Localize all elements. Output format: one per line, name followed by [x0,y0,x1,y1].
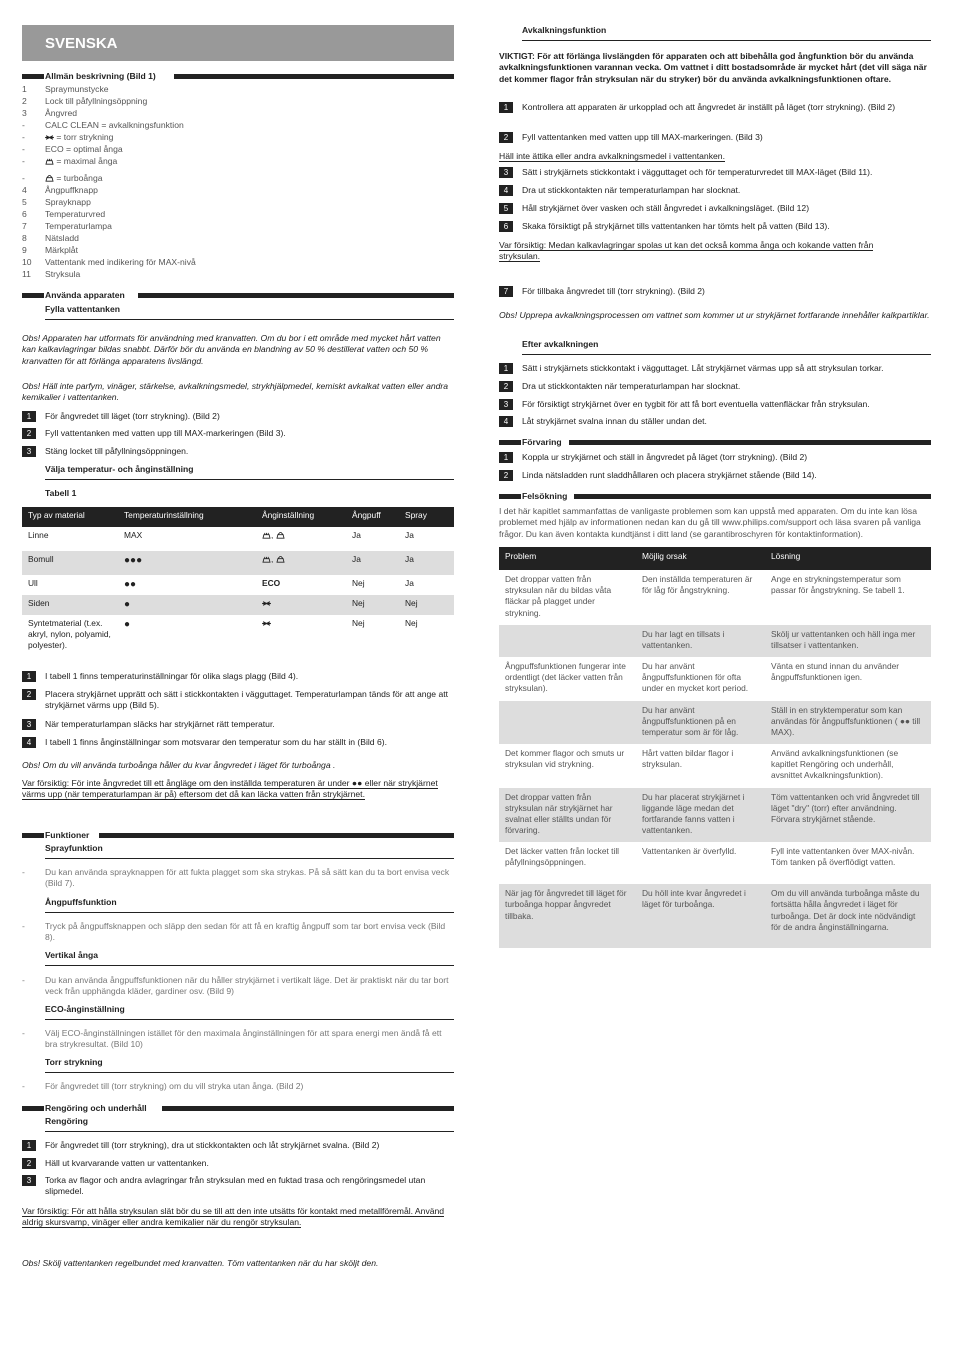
subheading-eco: ECO-ånginställning [45,1004,454,1020]
subheading-clean: Rengöring [45,1116,454,1132]
max-steam-icon [45,158,54,165]
language-title: SVENSKA [45,35,118,52]
turbo-steam-icon [276,532,285,539]
section-general [22,71,454,81]
subheading-puff: Ångpuffsfunktion [45,897,454,913]
column-header: Ånginställning [256,507,346,527]
subheading-dry: Torr strykning [45,1057,454,1073]
note-turbo: Obs! Om du vill använda turboånga håller du kvar ångvredet i läget för turboånga . [22,760,336,770]
table-row: Ull ●● ECO Nej Ja [28,578,414,590]
table-row: Du har använt ångpuffsfunktionen på en temperatur som är för låg. Ställ in en stryktemperatur som kan användas för ångpuffsfunktionen ( ●● till MAX). [499,701,931,745]
caution-clean: Var försiktig: För att hålla stryksulan slät bör du se till att den inte utsätts för kontakt med metallföremål. Använd aldrig skursvamp, vinäger eller andra kemikalier när du rengör stryksulan. [22,1206,445,1228]
column-header: Spray [399,507,454,527]
language-title-bar [22,25,454,61]
note-water: Obs! Apparaten har utformats för användning med kranvatten. Om du bor i ett område med mycket hårt vatten kan kalkavlagringar bildas snabbt. Därför bör du använda en blandning av 50 % destillerat vatten och 50 % kranvatten för att förlänga apparatens livslängd. [22,333,441,366]
no-vinegar-note: Häll inte ättika eller andra avkalkningsmedel i vattentanken. [499,151,725,161]
table-row: Det droppar vatten från stryksulan när du bildas våta fläckar på plagget under strykning. Den inställda temperaturen är för låg för ångstrykning. Ange en strykningstemperatur som passar för ångstrykning. Se tabell 1. [505,574,905,618]
note-rinse: Obs! Skölj vattentanken regelbundet med kranvatten. Töm vattentanken när du har sköljt den. [22,1258,379,1268]
table-header-row [499,547,931,570]
table-row: Syntetmaterial (t.ex. akryl, nylon, polyamid, polyester). ● Nej Nej [28,618,418,651]
section-functions-heading: Funktioner [45,830,90,840]
column-header: Typ av material [22,507,118,527]
table-row: Ångpuffsfunktionen fungerar inte ordentligt (det läcker vatten från stryksulan). Du har använt ångpuffsfunktionen för ofta under en mycket kort period. Vänta en stund innan du använder ångpuffsfunktionen igen. [505,661,900,694]
column-header: Problem [499,547,636,570]
subheading-descale: Avkalkningsfunktion [522,25,931,41]
subheading-spray: Sprayfunktion [45,843,454,859]
dry-ironing-icon [262,600,271,607]
section-general-heading: Allmän beskrivning (Bild 1) [45,71,156,81]
turbo-steam-icon [45,175,54,182]
section-cleaning-heading: Rengöring och underhåll [45,1103,147,1113]
important-text: VIKTIGT: För att förlänga livslängden för apparaten och att bibehålla god ångfunktion bör du använda avkalkningsfunktionen varannan vecka. Om vattnet i ditt bostadsområde är mycket hårt (det vill säga när det kommer flagor från stryksulan när du stryker) bör du använda avkalkningsfunktionen oftare. [499,51,927,84]
calc-clean-label: CALC CLEAN = avkalkningsfunktion [45,120,184,130]
section-use-heading: Använda apparaten [45,290,125,300]
table-row: Linne MAX , Ja Ja [28,530,414,540]
table-row: Siden ● Nej Nej [22,595,454,615]
section-functions [22,830,454,840]
table-row: Det kommer flagor och smuts ur stryksulan vid strykning. Hårt vatten bildar flagor i stryksulan. Använd avkalkningsfunktionen (se kapitlet Rengöring och underhåll, avsnittet Avkalkningsfunktion). [505,748,899,781]
section-troubleshooting [499,491,931,501]
note-perfume: Obs! Häll inte parfym, vinäger, stärkelse, avkalkningsmedel, strykhjälpmedel, kemiskt avkalkat vatten eller andra kemikalier i vattentanken. [22,381,449,403]
max-steam-icon [262,532,271,539]
dry-ironing-icon [262,620,271,627]
column-header: Lösning [765,547,931,570]
table-header-row [22,507,454,527]
troubleshooting-table [499,547,931,948]
table-row: Bomull ●●● , Ja Ja [22,551,454,575]
turbo-steam-icon [276,556,285,563]
caution-turbo: Var försiktig: För inte ångvredet till ett ångläge om den inställda temperaturen är under ●● eller när strykjärnet värms upp (när temperaturlampan är på) eftersom det då kan läcka vatten från strykjärnet. [22,778,438,800]
note-repeat: Obs! Upprepa avkalkningsprocessen om vattnet som kommer ut ur strykjärnet fortfarande innehåller kalkpartiklar. [499,310,930,320]
table-row: Det läcker vatten från locket till påfyllningsöppningen. Vattentanken är överfylld. Fyll inte vattentanken över MAX-nivån. Töm tanken på överflödigt vatten. [505,846,915,868]
max-steam-icon [262,556,271,563]
subheading-after: Efter avkalkningen [522,339,931,355]
dry-ironing-icon [45,134,54,141]
table-label: Tabell 1 [45,488,77,498]
caution-descale: Var försiktig: Medan kalkavlagringar spolas ut kan det också komma ånga och kokande vatten från stryksulan. [499,240,874,262]
section-use [22,290,454,300]
subheading-fill: Fylla vattentanken [45,304,454,320]
column-header: Ångpuff [346,507,399,527]
section-cleaning [22,1103,454,1113]
subheading-vertical: Vertikal ånga [45,950,454,966]
subheading-temp: Välja temperatur- och ånginställning [45,464,454,480]
column-header: Temperaturinställning [118,507,256,527]
settings-table [22,507,454,655]
section-troubleshooting-heading: Felsökning [522,491,568,501]
section-storage-heading: Förvaring [522,437,562,447]
column-header: Möjlig orsak [636,547,765,570]
table-row: När jag för ångvredet till läget för turboånga hoppar ångvredet tillbaka. Du höll inte kvar ångvredet i läget för turboånga. Om du vill använda turboånga måste du fortsätta hålla ångvredet i läget för turboånga. Det är dock inte nödvändigt för de andra ånginställningarna. [499,884,931,948]
table-row: Det droppar vatten från stryksulan när strykjärnet har svalnat eller ställts undan för förvaring. Du har placerat strykjärnet i liggande läge medan det fortfarande fanns vatten i vattentanken. Töm vattentanken och vrid ångvredet till läget "dry" (torr) efter användning. Förvara strykjärnet stående. [499,788,931,843]
section-storage [499,437,931,447]
table-row: Du har lagt en tillsats i vattentanken. Skölj ur vattentanken och häll inga mer tillsatser i vattentanken. [499,625,931,657]
troubleshooting-intro: I det här kapitlet sammanfattas de vanligaste problemen som kan uppstå med apparaten. Om du inte kan lösa problemet med hjälp av informationen nedan kan du gå till www.philips.com/support och läsa svaren på vanliga frågor. Du kan även kontakta kundtjänst i ditt land (se garantibroschyren för kontaktinformation). [499,506,921,539]
